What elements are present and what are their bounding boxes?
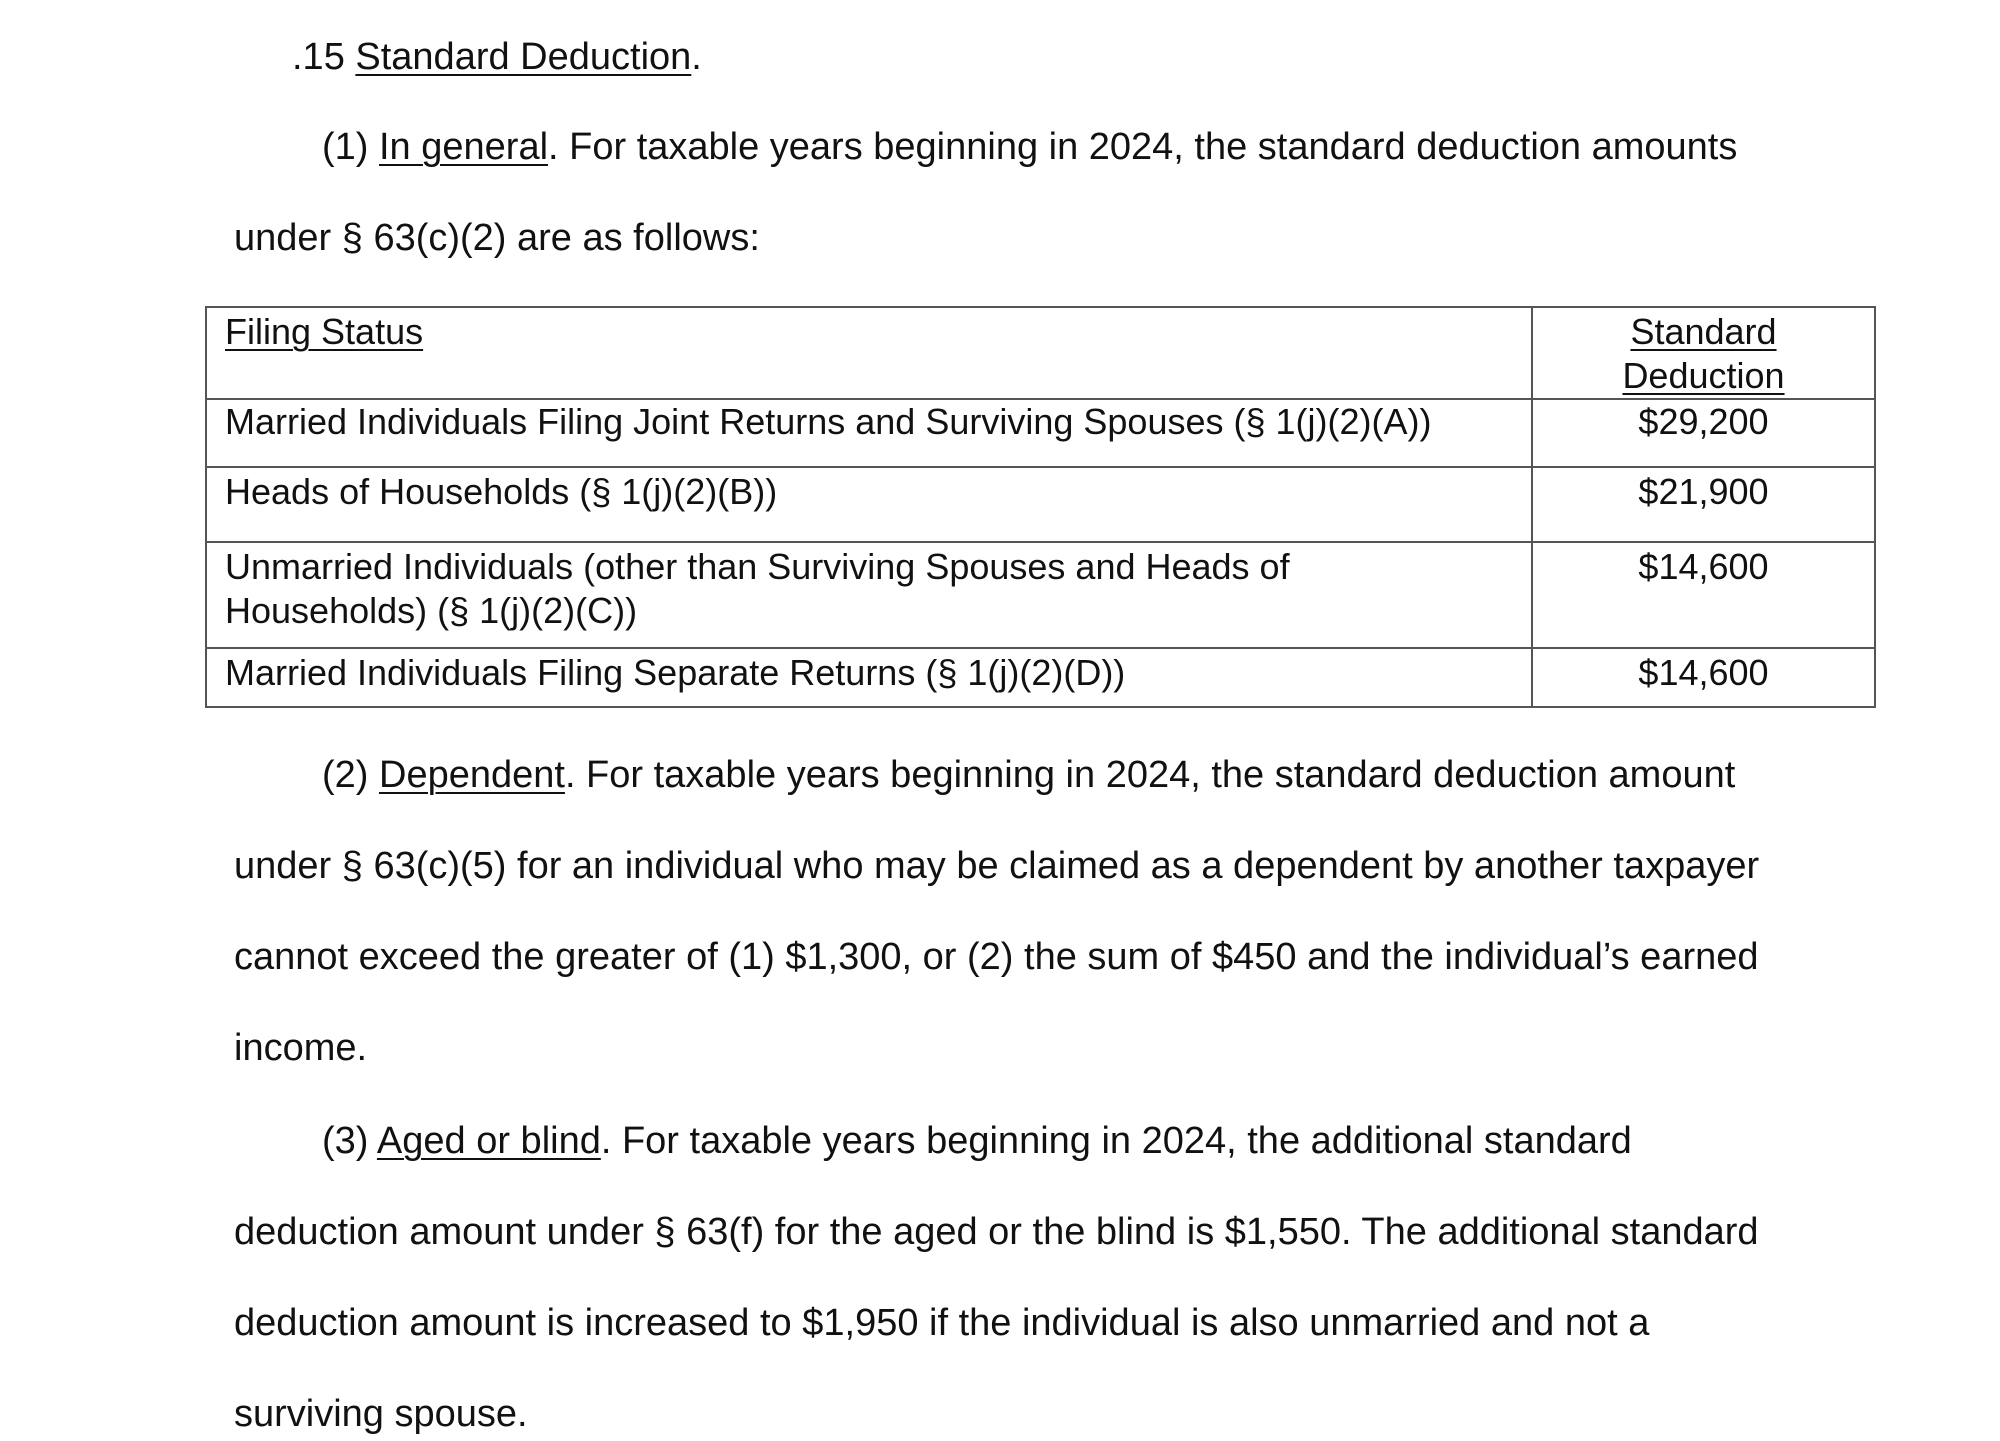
paragraph-2-line-4: income. <box>234 1027 368 1069</box>
filing-status-cell: Married Individuals Filing Joint Returns and Surviving Spouses (§ 1(j)(2)(A)) <box>206 399 1532 467</box>
filing-status-cell: Married Individuals Filing Separate Returns (§ 1(j)(2)(D)) <box>206 648 1532 707</box>
section-heading: Standard Deduction <box>355 36 692 78</box>
filing-status-cell <box>206 542 1532 648</box>
deduction-amount-cell: $21,900 <box>1532 467 1875 542</box>
table-row <box>206 467 1875 542</box>
paragraph-1-line-2: under § 63(c)(2) are as follows: <box>234 217 760 259</box>
filing-status-line-1: Unmarried Individuals (other than Surviving Spouses and Heads of <box>225 545 1290 587</box>
paragraph-1-text: . For taxable years beginning in 2024, the standard deduction amounts <box>548 126 1738 168</box>
paragraph-2-heading: Dependent <box>379 754 565 796</box>
paragraph-3-line-1 <box>322 1122 1632 1160</box>
header-standard-deduction-line-2: Deduction <box>1622 354 1785 396</box>
header-filing-status-label: Filing Status <box>225 311 424 352</box>
paragraph-2-line-3: cannot exceed the greater of (1) $1,300, or (2) the sum of $450 and the individual’s earned <box>234 936 1759 978</box>
header-standard-deduction <box>1532 307 1875 399</box>
paragraph-3-number: (3) <box>322 1120 377 1162</box>
paragraph-3-line-4: surviving spouse. <box>234 1393 528 1435</box>
header-filing-status <box>206 307 1532 399</box>
deduction-amount-cell: $29,200 <box>1532 399 1875 467</box>
paragraph-2-line-2: under § 63(c)(5) for an individual who may be claimed as a dependent by another taxpayer <box>234 845 1760 887</box>
paragraph-1-heading: In general <box>379 126 549 168</box>
table-row <box>206 542 1875 648</box>
paragraph-1-line-1 <box>322 128 1737 166</box>
filing-status-cell: Heads of Households (§ 1(j)(2)(B)) <box>206 467 1532 542</box>
deduction-amount-cell: $14,600 <box>1532 648 1875 707</box>
section-title <box>292 38 702 76</box>
paragraph-3-line-2: deduction amount under § 63(f) for the aged or the blind is $1,550. The additional standard <box>234 1211 1759 1253</box>
paragraph-2-number: (2) <box>322 754 379 796</box>
filing-status-line-2: Households) (§ 1(j)(2)(C)) <box>225 589 638 631</box>
paragraph-3-heading: Aged or blind <box>376 1120 601 1162</box>
header-standard-deduction-line-1: Standard <box>1630 311 1777 352</box>
paragraph-2-line-1 <box>322 756 1735 794</box>
table-row <box>206 399 1875 467</box>
paragraph-3-line-3: deduction amount is increased to $1,950 if the individual is also unmarried and not a <box>234 1302 1650 1344</box>
section-title-period: . <box>691 36 702 78</box>
table-row <box>206 648 1875 707</box>
section-number: .15 <box>292 36 356 78</box>
table-header-row <box>206 307 1875 399</box>
paragraph-1-number: (1) <box>322 126 379 168</box>
paragraph-3-text: . For taxable years beginning in 2024, the additional standard <box>600 1120 1632 1162</box>
standard-deduction-table <box>205 306 1876 708</box>
paragraph-2-text: . For taxable years beginning in 2024, the standard deduction amount <box>564 754 1736 796</box>
deduction-amount-cell: $14,600 <box>1532 542 1875 648</box>
